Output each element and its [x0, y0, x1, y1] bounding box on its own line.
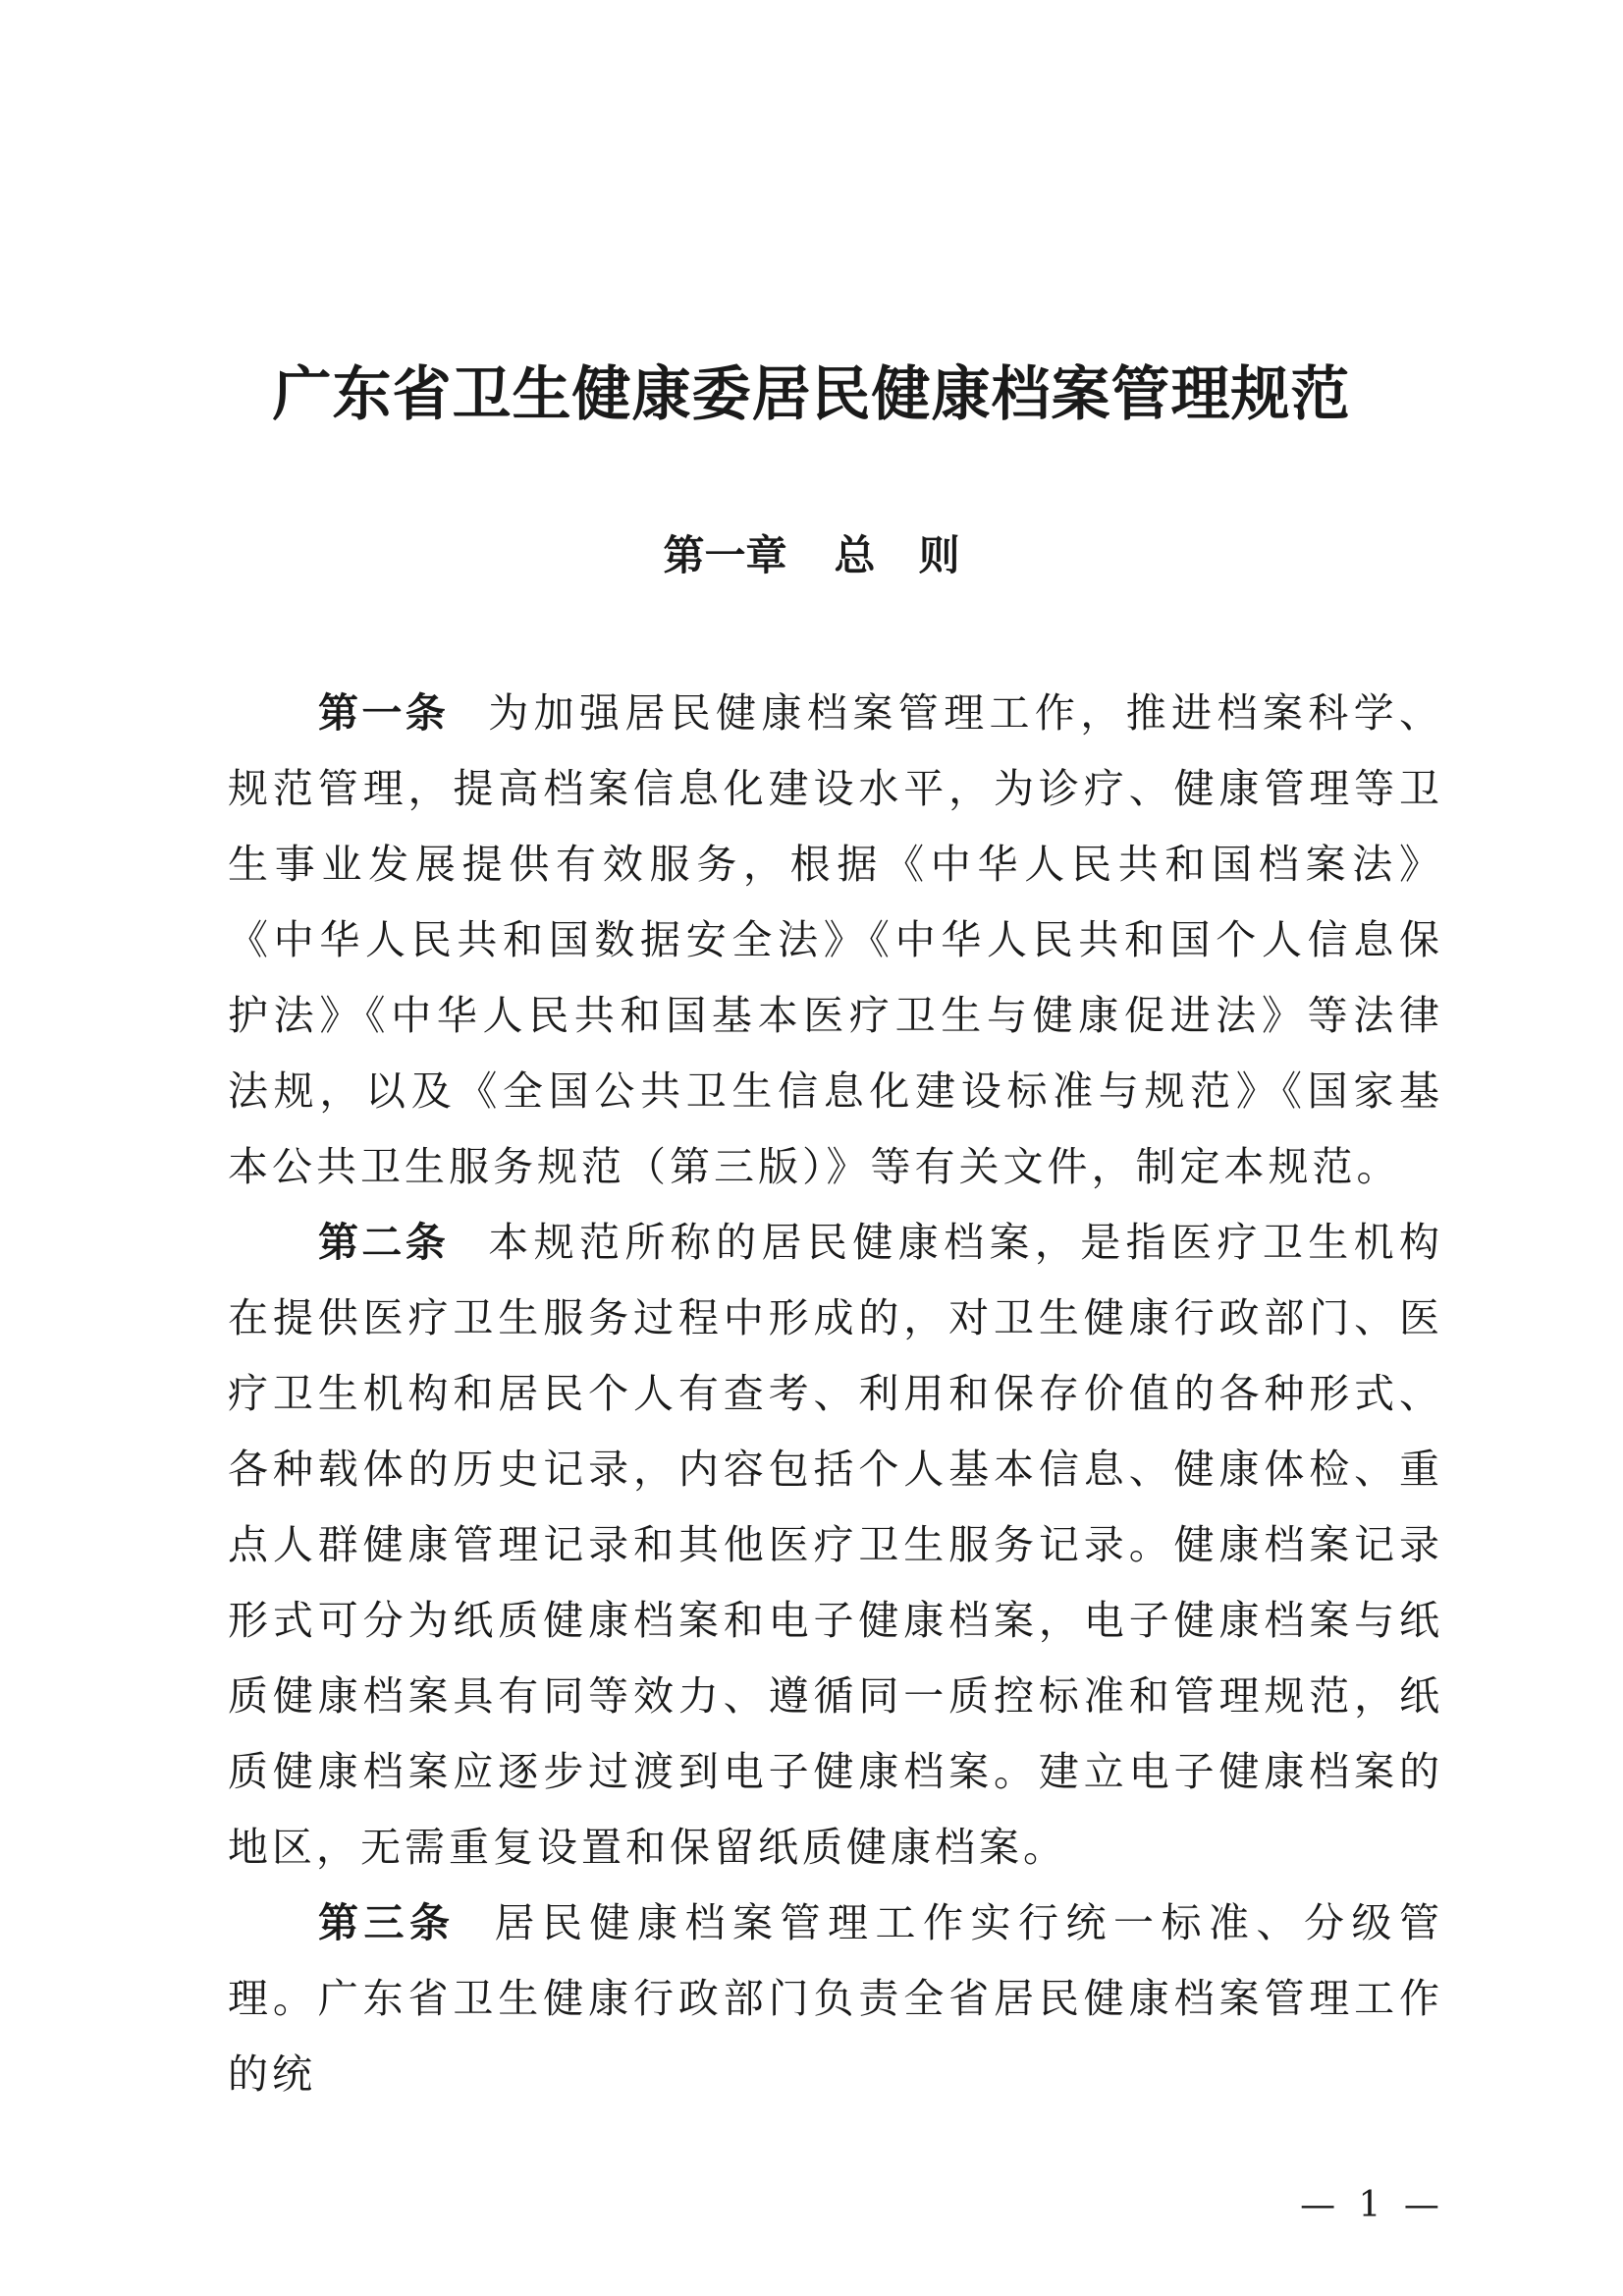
article-1	[228, 676, 1443, 1205]
chapter-heading	[0, 526, 1623, 585]
article-2	[228, 1205, 1443, 1886]
article-3-text: 居民健康档案管理工作实行统一标准、分级管理。广东省卫生健康行政部门负责全省居民健康档案管理工作的统	[228, 1899, 1443, 2098]
chapter-number: 第一章	[663, 531, 787, 579]
article-1-label: 第一条	[318, 689, 450, 737]
article-2-text: 本规范所称的居民健康档案，是指医疗卫生机构在提供医疗卫生服务过程中形成的，对卫生健康行政部门、医疗卫生机构和居民个人有查考、利用和保存价值的各种形式、各种载体的历史记录，内容包括个人基本信息、健康体检、重点人群健康管理记录和其他医疗卫生服务记录。健康档案记录形式可分为纸质健康档案和电子健康档案，电子健康档案与纸质健康档案具有同等效力、遵循同一质控标准和管理规范，纸质健康档案应逐步过渡到电子健康档案。建立电子健康档案的地区，无需重复设置和保留纸质健康档案。	[228, 1219, 1444, 1871]
document-body	[228, 676, 1443, 2112]
article-2-label: 第二条	[318, 1219, 450, 1266]
page-number: — 1 —	[1300, 2185, 1445, 2225]
article-1-text: 为加强居民健康档案管理工作，推进档案科学、规范管理，提高档案信息化建设水平，为诊疗、健康管理等卫生事业发展提供有效服务，根据《中华人民共和国档案法》《中华人民共和国数据安全法》《中华人民共和国个人信息保护法》《中华人民共和国基本医疗卫生与健康促进法》等法律法规，以及《全国公共卫生信息化建设标准与规范》《国家基本公共卫生服务规范（第三版）》等有关文件，制定本规范。	[228, 689, 1444, 1190]
document-title: 广东省卫生健康委居民健康档案管理规范	[272, 360, 1351, 429]
chapter-name-part1: 总	[834, 531, 876, 579]
article-3-label: 第三条	[318, 1899, 456, 1946]
article-3	[228, 1886, 1443, 2112]
chapter-name-part2: 则	[918, 531, 960, 579]
